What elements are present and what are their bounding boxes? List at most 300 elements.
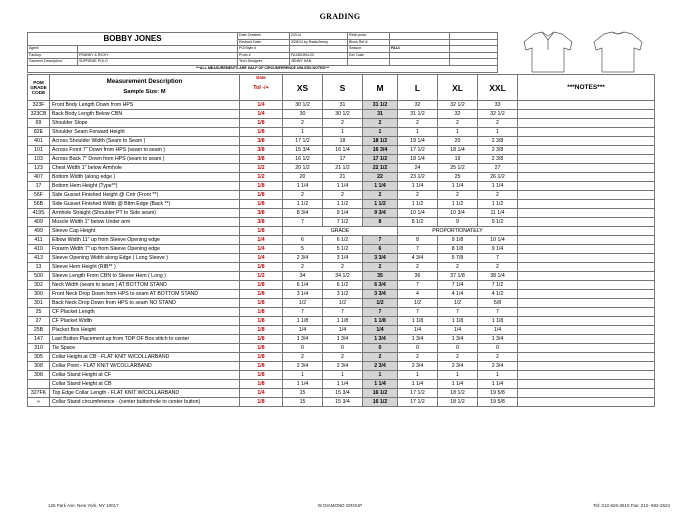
size-l-value: 7 <box>398 308 438 317</box>
pom-code: 308 <box>28 362 50 371</box>
tolerance-value: 1/8 <box>240 182 283 191</box>
size-s-value: 6 1/2 <box>323 236 363 245</box>
tolerance-header <box>240 75 283 101</box>
size-xs-value: 1 1/4 <box>283 182 323 191</box>
pom-code: 302 <box>28 281 50 290</box>
size-xl-value: 1 1/4 <box>438 380 478 389</box>
pom-code: 123 <box>28 164 50 173</box>
pom-code: 17 <box>28 182 50 191</box>
tolerance-value: 1/8 <box>240 263 283 272</box>
size-xl-value: 7 <box>438 308 478 317</box>
size-xs-value: 1/2 <box>283 299 323 308</box>
size-l-value: 10 1/4 <box>398 209 438 218</box>
size-l-value: 4 3/4 <box>398 254 438 263</box>
size-m-value: 2 <box>363 353 398 362</box>
size-xxl-value: 2 3/4 <box>478 362 518 371</box>
size-xl-value: 1 3/4 <box>438 335 478 344</box>
size-xl-value: 37 1/8 <box>438 272 478 281</box>
tolerance-value: 1/4 <box>240 236 283 245</box>
size-m-value: 16 1/2 <box>363 398 398 407</box>
pom-code: 27 <box>28 317 50 326</box>
size-xl-value: 18 1/4 <box>438 146 478 155</box>
measurement-row <box>28 362 655 371</box>
season-value: FA14 <box>390 46 450 53</box>
measurement-row <box>28 191 655 200</box>
size-xs-value: 2 3/4 <box>283 362 323 371</box>
size-xl-value: 0 <box>438 344 478 353</box>
tolerance-value: 1/8 <box>240 119 283 128</box>
tolerance-value: 3/8 <box>240 209 283 218</box>
size-s-value: 3 1/2 <box>323 290 363 299</box>
tolerance-value: 1/8 <box>240 371 283 380</box>
tolerance-value: 1/2 <box>240 164 283 173</box>
notes-cell <box>518 146 655 155</box>
measurement-row <box>28 128 655 137</box>
size-s-value: 3 1/4 <box>323 254 363 263</box>
size-xl-value: 2 3/4 <box>438 362 478 371</box>
header-blank <box>450 46 498 53</box>
size-s-value: 21 <box>323 173 363 182</box>
size-xs-value: 15 <box>283 398 323 407</box>
size-xs-value: 17 1/2 <box>283 137 323 146</box>
size-header-m: M <box>363 75 398 101</box>
size-s-value: 1/4 <box>323 326 363 335</box>
measurement-description: Bottom Width (along edge ) <box>50 173 240 182</box>
pom-code: 82E <box>28 128 50 137</box>
tolerance-value: 3/8 <box>240 218 283 227</box>
pom-code: 323F <box>28 101 50 110</box>
measurement-row <box>28 290 655 299</box>
size-xs-value: 2 <box>283 119 323 128</box>
size-m-value: 22 <box>363 173 398 182</box>
measurement-row <box>28 398 655 407</box>
size-xxl-value: 5/8 <box>478 299 518 308</box>
pom-code: » <box>28 398 50 407</box>
size-xl-value: 18 1/2 <box>438 389 478 398</box>
size-xs-value: 8 3/4 <box>283 209 323 218</box>
pom-code: 499 <box>28 227 50 236</box>
size-xl-value: 1/4 <box>438 326 478 335</box>
size-m-value: 8 <box>363 218 398 227</box>
measurement-description-label: Measurement Description <box>106 78 183 85</box>
size-xxl-value: 2 <box>478 353 518 362</box>
size-xxl-value: 10 1/4 <box>478 236 518 245</box>
size-xs-value: 1 <box>283 371 323 380</box>
size-m-value: 3 3/4 <box>363 254 398 263</box>
pom-code: 413 <box>28 254 50 263</box>
measurement-description: Back Neck Drop Down from HPS to seam NO STAND <box>50 299 240 308</box>
size-xxl-value: 19 5/8 <box>478 398 518 407</box>
notes-cell <box>518 236 655 245</box>
size-s-value: 16 1/4 <box>323 146 363 155</box>
pom-code: 300 <box>28 290 50 299</box>
measurement-description: Collar Point - FLAT KNIT W/COLLARBAND <box>50 362 240 371</box>
size-s-value: 7 1/2 <box>323 218 363 227</box>
measurement-row <box>28 110 655 119</box>
size-header-xl: XL <box>438 75 478 101</box>
size-xs-value: 1 <box>283 128 323 137</box>
size-s-value: 2 <box>323 353 363 362</box>
pom-code: 419S <box>28 209 50 218</box>
size-l-value: 4 <box>398 290 438 299</box>
measurement-row <box>28 317 655 326</box>
notes-cell <box>518 353 655 362</box>
size-xl-value: 2 <box>438 353 478 362</box>
size-s-value: 17 <box>323 155 363 164</box>
size-l-value: 24 <box>398 164 438 173</box>
tolerance-value: 1/8 <box>240 353 283 362</box>
measurement-row <box>28 353 655 362</box>
size-l-value: 1 1/4 <box>398 380 438 389</box>
size-m-value: 1 1/2 <box>363 200 398 209</box>
pom-code: 25 <box>28 308 50 317</box>
pom-grade-code-header: POM GRADE CODE <box>28 75 50 101</box>
size-xxl-value: 1/4 <box>478 326 518 335</box>
size-s-value: 15 3/4 <box>323 389 363 398</box>
size-xs-value: 3 1/4 <box>283 290 323 299</box>
size-xs-value: 1 1/8 <box>283 317 323 326</box>
size-xxl-value: 9 1/4 <box>478 245 518 254</box>
notes-cell <box>518 290 655 299</box>
measurement-description: Back Body Length Below CBN <box>50 110 240 119</box>
size-m-value: 3 3/4 <box>363 290 398 299</box>
measurement-row <box>28 308 655 317</box>
size-header-xxl: XXL <box>478 75 518 101</box>
tolerance-value: 1/2 <box>240 272 283 281</box>
measurement-description: Collar Stand Height at CF <box>50 371 240 380</box>
notes-cell <box>518 182 655 191</box>
ref-proto-label: Ref# proto: <box>348 33 390 40</box>
factory-label: Factory: <box>28 52 78 59</box>
size-xxl-value: 2 3/8 <box>478 146 518 155</box>
tolerance-value: 1/8 <box>240 308 283 317</box>
measurement-description: CF Placket Width <box>50 317 240 326</box>
tolerance-value: 1/4 <box>240 245 283 254</box>
size-s-value: 0 <box>323 344 363 353</box>
tolerance-value: 1/8 <box>240 335 283 344</box>
pom-code: 147 <box>28 335 50 344</box>
size-l-value: 1 3/4 <box>398 335 438 344</box>
size-l-value: 17 1/2 <box>398 146 438 155</box>
measurement-description-header <box>50 75 240 101</box>
measurement-description: Sleeve Hem Height (RIB** ) <box>50 263 240 272</box>
size-xl-value: 9 <box>438 218 478 227</box>
measurement-description: Front Neck Drop Down from HPS to seam AT BOTTOM STAND <box>50 290 240 299</box>
size-m-value: 16 3/4 <box>363 146 398 155</box>
notes-cell <box>518 371 655 380</box>
size-m-value: 2 <box>363 191 398 200</box>
notes-cell <box>518 110 655 119</box>
size-xxl-value: 9 1/2 <box>478 218 518 227</box>
measurement-row <box>28 164 655 173</box>
size-xl-value: 25 1/2 <box>438 164 478 173</box>
size-l-value: 7 <box>398 245 438 254</box>
date-created-label: Date Created: <box>238 33 290 40</box>
pom-code: 101 <box>28 146 50 155</box>
size-xs-value: 1 1/2 <box>283 200 323 209</box>
pom-code: 56B <box>28 200 50 209</box>
tolerance-value: 1/8 <box>240 380 283 389</box>
notes-cell <box>518 344 655 353</box>
block-ref-label: Block Ref #: <box>348 39 390 46</box>
measurement-row <box>28 101 655 110</box>
measurement-table-header <box>28 75 655 101</box>
pom-code: 410 <box>28 245 50 254</box>
revised-date-value: 3/28/13 by Rada/Jenny <box>290 39 348 46</box>
factory-value: FRANKY & RICKY <box>78 52 238 59</box>
block-ref-value <box>390 39 450 46</box>
size-s-value: 1 1/4 <box>323 380 363 389</box>
size-m-value: 1 1/4 <box>363 182 398 191</box>
measurement-row <box>28 182 655 191</box>
size-l-value: 0 <box>398 344 438 353</box>
notes-cell <box>518 389 655 398</box>
size-xs-value: 34 <box>283 272 323 281</box>
size-s-value: 6 1/2 <box>323 281 363 290</box>
measurement-description: Tie Space <box>50 344 240 353</box>
pom-code: 56F <box>28 191 50 200</box>
season-label: Season: <box>348 46 390 53</box>
size-l-value: 1 <box>398 371 438 380</box>
tolerance-value: 1/4 <box>240 101 283 110</box>
tolerance-value: 3/8 <box>240 155 283 164</box>
grade-note: GRADE <box>283 227 398 236</box>
size-xxl-value: 19 5/8 <box>478 389 518 398</box>
po-style-value <box>290 46 348 53</box>
measurement-row <box>28 389 655 398</box>
measurement-description: Front Body Length Down from HPS <box>50 101 240 110</box>
size-l-value: 2 <box>398 263 438 272</box>
size-xxl-value: 1 <box>478 128 518 137</box>
revised-date-label: Revised Date: <box>238 39 290 46</box>
size-xs-value: 6 <box>283 236 323 245</box>
size-xl-value: 1 <box>438 371 478 380</box>
size-l-value: 1/2 <box>398 299 438 308</box>
size-s-value: 21 1/2 <box>323 164 363 173</box>
size-s-value: 2 3/4 <box>323 362 363 371</box>
footer-address: 125 Park Ave. New York, NY 10017 <box>48 503 119 508</box>
measurement-description: Muscle Width 1" below Under arm <box>50 218 240 227</box>
size-l-value: 23 1/2 <box>398 173 438 182</box>
size-xxl-value: 7 <box>478 308 518 317</box>
measurement-description: Across Back 7" Down from HPS (seam to seam ) <box>50 155 240 164</box>
tolerance-value: 1/8 <box>240 128 283 137</box>
page-title: GRADING <box>319 12 361 21</box>
measurement-row <box>28 371 655 380</box>
measurement-row <box>28 245 655 254</box>
size-xs-value: 15 3/4 <box>283 146 323 155</box>
size-s-value: 30 1/2 <box>323 110 363 119</box>
notes-cell <box>518 200 655 209</box>
pom-code: 409 <box>28 218 50 227</box>
notes-cell <box>518 155 655 164</box>
size-s-value: 1/2 <box>323 299 363 308</box>
size-l-value: 32 <box>398 101 438 110</box>
size-s-value: 1 1/2 <box>323 200 363 209</box>
size-m-value: 6 3/4 <box>363 281 398 290</box>
size-s-value: 2 <box>323 191 363 200</box>
footer-company: W DIAMOND GROUP <box>317 503 363 508</box>
measurement-description: Collar Stand Height at CB <box>50 380 240 389</box>
size-m-value: 1 <box>363 128 398 137</box>
size-l-value: 18 1/4 <box>398 155 438 164</box>
del-date-value <box>390 52 450 59</box>
size-xxl-value: 1 1/2 <box>478 200 518 209</box>
measurement-row <box>28 236 655 245</box>
pom-code: 308 <box>28 371 50 380</box>
notes-cell <box>518 299 655 308</box>
size-l-value: 17 1/2 <box>398 398 438 407</box>
size-xxl-value: 2 <box>478 263 518 272</box>
size-xl-value: 10 3/4 <box>438 209 478 218</box>
measurement-description: Side Gusset Finished Width @ Bttm Edge (Back **) <box>50 200 240 209</box>
date-created-value: 2/2/14 <box>290 33 348 40</box>
size-s-value: 18 <box>323 137 363 146</box>
proportionately-note: PROPORTIONATELY <box>398 227 518 236</box>
size-m-value: 1 1/8 <box>363 317 398 326</box>
size-l-value: 36 <box>398 272 438 281</box>
size-xs-value: 2 <box>283 263 323 272</box>
notes-cell <box>518 326 655 335</box>
notes-cell <box>518 173 655 182</box>
size-s-value: 1 3/4 <box>323 335 363 344</box>
size-xs-value: 6 1/4 <box>283 281 323 290</box>
size-s-value: 1 1/4 <box>323 182 363 191</box>
measurement-table <box>27 74 655 407</box>
measurement-description: Neck Width (seam to seam ) AT BOTTOM STAND <box>50 281 240 290</box>
measurement-description: Sleeve Length From CBN to Sleeve Hem ( Long ) <box>50 272 240 281</box>
notes-cell <box>518 119 655 128</box>
size-xxl-value: 1 <box>478 371 518 380</box>
size-l-value: 8 1/2 <box>398 218 438 227</box>
agent-label: Agent: <box>28 46 78 53</box>
measurement-description: Shoulder Slope <box>50 119 240 128</box>
size-xl-value: 32 <box>438 110 478 119</box>
size-xxl-value: 7 <box>478 254 518 263</box>
notes-cell <box>518 209 655 218</box>
size-s-value: 31 <box>323 101 363 110</box>
measurement-notice: ***ALL MEASUREMENTS ARE HALF OF CIRCUMFERENCE UNLESS NOTED*** <box>28 65 498 72</box>
tolerance-label: Tol -/+ <box>253 84 269 91</box>
size-l-value: 1 1/4 <box>398 182 438 191</box>
size-xl-value: 1/2 <box>438 299 478 308</box>
measurement-description: Sleeve Opening Width along Edge ( Long Sleeve ) <box>50 254 240 263</box>
size-xl-value: 2 <box>438 263 478 272</box>
notes-cell <box>518 101 655 110</box>
header-info-table <box>27 32 498 73</box>
measurement-row <box>28 326 655 335</box>
size-xl-value: 32 1/2 <box>438 101 478 110</box>
measurement-description: Placket Box Height <box>50 326 240 335</box>
size-m-value: 7 <box>363 308 398 317</box>
size-xs-value: 2 3/4 <box>283 254 323 263</box>
pom-code: 327FK <box>28 389 50 398</box>
size-m-value: 2 <box>363 119 398 128</box>
size-xs-value: 16 1/2 <box>283 155 323 164</box>
size-header-l: L <box>398 75 438 101</box>
size-l-value: 2 <box>398 119 438 128</box>
size-m-value: 22 1/2 <box>363 164 398 173</box>
size-m-value: 1/2 <box>363 299 398 308</box>
size-xl-value: 1 1/2 <box>438 200 478 209</box>
size-xs-value: 20 <box>283 173 323 182</box>
size-m-value: 7 <box>363 236 398 245</box>
size-l-value: 7 <box>398 281 438 290</box>
measurement-description: Elbow Width 11" up from Sleeve Opening edge <box>50 236 240 245</box>
size-m-value: 31 <box>363 110 398 119</box>
notes-cell <box>518 164 655 173</box>
size-m-value: 31 1/2 <box>363 101 398 110</box>
ref-proto-value <box>390 33 450 40</box>
measurement-description: Bottom Hem Height (Type**) <box>50 182 240 191</box>
notes-cell <box>518 191 655 200</box>
size-xxl-value: 1 3/4 <box>478 335 518 344</box>
notes-cell <box>518 128 655 137</box>
tolerance-value: 1/4 <box>240 254 283 263</box>
size-xl-value: 8 1/8 <box>438 245 478 254</box>
notes-cell <box>518 398 655 407</box>
pom-code: 407 <box>28 173 50 182</box>
header-blank <box>348 59 390 66</box>
size-xl-value: 1 1/8 <box>438 317 478 326</box>
footer-contact: Tel: 212-826-3510 Fax: 212- 682-2524 <box>593 503 670 508</box>
pom-code: 310 <box>28 344 50 353</box>
tech-designer-label: Tech Designer: <box>238 59 290 66</box>
measurement-row <box>28 146 655 155</box>
measurement-row <box>28 344 655 353</box>
proto-label: Proto # <box>238 52 290 59</box>
size-s-value: 2 <box>323 119 363 128</box>
size-s-value: 1 1/8 <box>323 317 363 326</box>
size-xs-value: 1 1/4 <box>283 380 323 389</box>
size-m-value: 2 <box>363 263 398 272</box>
tolerance-value: 1/8 <box>240 281 283 290</box>
notes-cell <box>518 272 655 281</box>
tolerance-value: 1/2 <box>240 173 283 182</box>
header-blank <box>450 39 498 46</box>
pom-code: 323CB <box>28 110 50 119</box>
measurement-row <box>28 173 655 182</box>
tolerance-value: 1/8 <box>240 290 283 299</box>
size-xl-value: 2 <box>438 191 478 200</box>
pom-code: 301 <box>28 299 50 308</box>
size-xl-value: 19 <box>438 155 478 164</box>
size-xs-value: 30 1/2 <box>283 101 323 110</box>
size-l-value: 19 1/4 <box>398 137 438 146</box>
measurement-description: Across Front 7" Down from HPS (seam to seam ) <box>50 146 240 155</box>
tolerance-value: 1/8 <box>240 326 283 335</box>
size-xl-value: 25 <box>438 173 478 182</box>
size-xs-value: 2 <box>283 353 323 362</box>
size-xs-value: 1 3/4 <box>283 335 323 344</box>
size-xs-value: 30 <box>283 110 323 119</box>
size-l-value: 1 1/8 <box>398 317 438 326</box>
measurement-row <box>28 299 655 308</box>
measurement-description: Forarm Width 7" up from Sleeve Opening edge <box>50 245 240 254</box>
size-s-value: 15 3/4 <box>323 398 363 407</box>
notes-cell <box>518 380 655 389</box>
size-s-value: 9 1/4 <box>323 209 363 218</box>
measurement-row <box>28 380 655 389</box>
measurement-row <box>28 281 655 290</box>
measurement-description: Shoulder Seam Forward Height <box>50 128 240 137</box>
measurement-row <box>28 272 655 281</box>
tolerance-value: 1/8 <box>240 227 283 236</box>
size-xs-value: 7 <box>283 218 323 227</box>
size-s-value: 5 1/2 <box>323 245 363 254</box>
size-l-value: 1 1/2 <box>398 200 438 209</box>
pom-code: 103 <box>28 155 50 164</box>
